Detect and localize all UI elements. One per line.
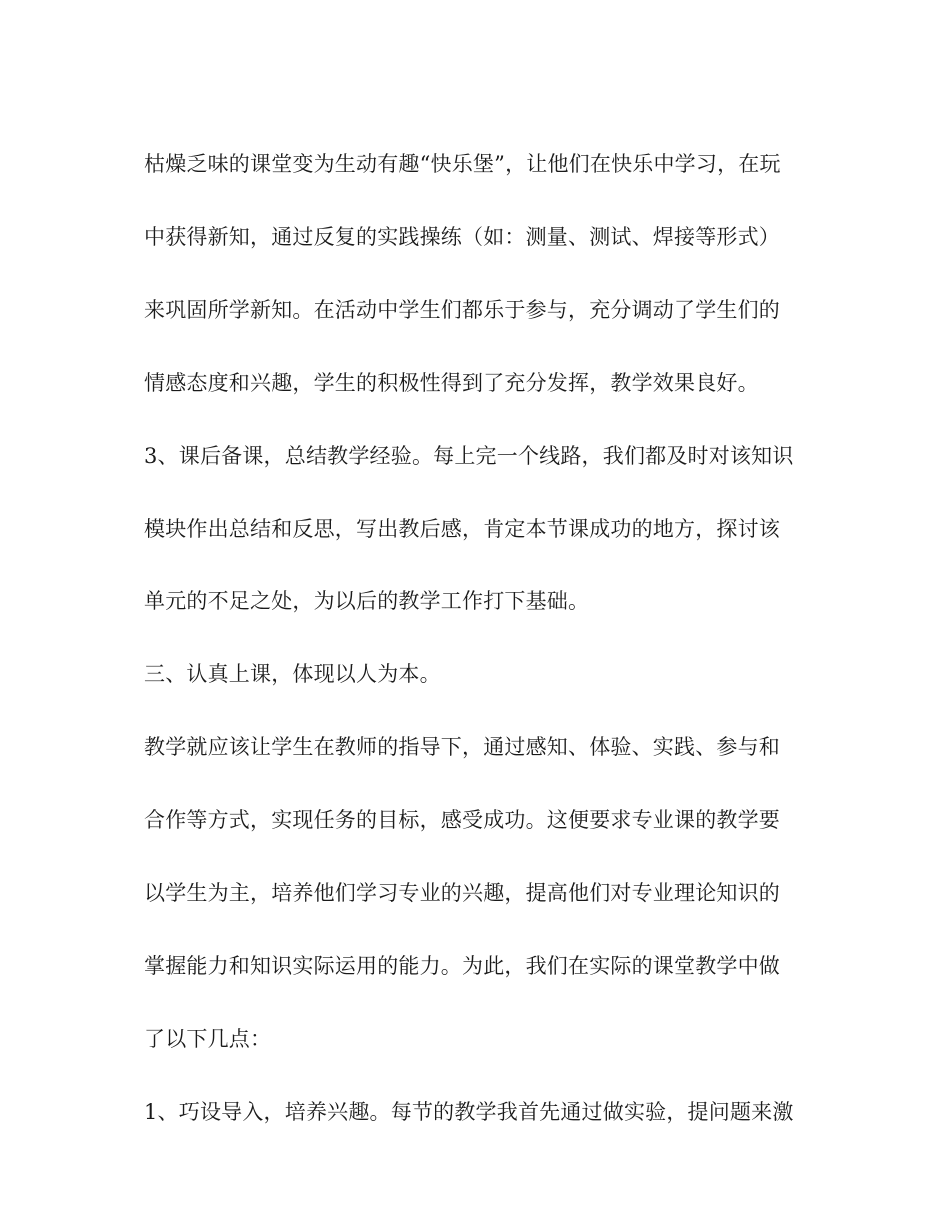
section-heading: 三、认真上课，体现以人为本。 bbox=[144, 662, 441, 686]
paragraph-line: 1、巧设导入，培养兴趣。每节的教学我首先通过做实验，提问题来激 bbox=[144, 1100, 794, 1124]
paragraph-line: 3、课后备课，总结教学经验。每上完一个线路，我们都及时对该知识 bbox=[144, 444, 794, 468]
paragraph-line: 以学生为主，培养他们学习专业的兴趣，提高他们对专业理论知识的 bbox=[144, 881, 780, 905]
paragraph-line: 教学就应该让学生在教师的指导下，通过感知、体验、实践、参与和 bbox=[144, 735, 780, 759]
paragraph-line: 合作等方式，实现任务的目标，感受成功。这便要求专业课的教学要 bbox=[144, 808, 780, 832]
paragraph-line: 情感态度和兴趣，学生的积极性得到了充分发挥，教学效果良好。 bbox=[144, 371, 759, 395]
paragraph-line: 掌握能力和知识实际运用的能力。为此，我们在实际的课堂教学中做 bbox=[144, 954, 780, 978]
paragraph-line: 了以下几点： bbox=[144, 1027, 272, 1051]
paragraph-line: 模块作出总结和反思，写出教后感，肯定本节课成功的地方，探讨该 bbox=[144, 517, 780, 541]
paragraph-line: 单元的不足之处，为以后的教学工作打下基础。 bbox=[144, 589, 590, 613]
paragraph-line: 中获得新知，通过反复的实践操练（如：测量、测试、焊接等形式） bbox=[144, 225, 780, 249]
paragraph-line: 来巩固所学新知。在活动中学生们都乐于参与，充分调动了学生们的 bbox=[144, 298, 780, 322]
paragraph-line: 枯燥乏味的课堂变为生动有趣“快乐堡”，让他们在快乐中学习，在玩 bbox=[144, 152, 781, 176]
